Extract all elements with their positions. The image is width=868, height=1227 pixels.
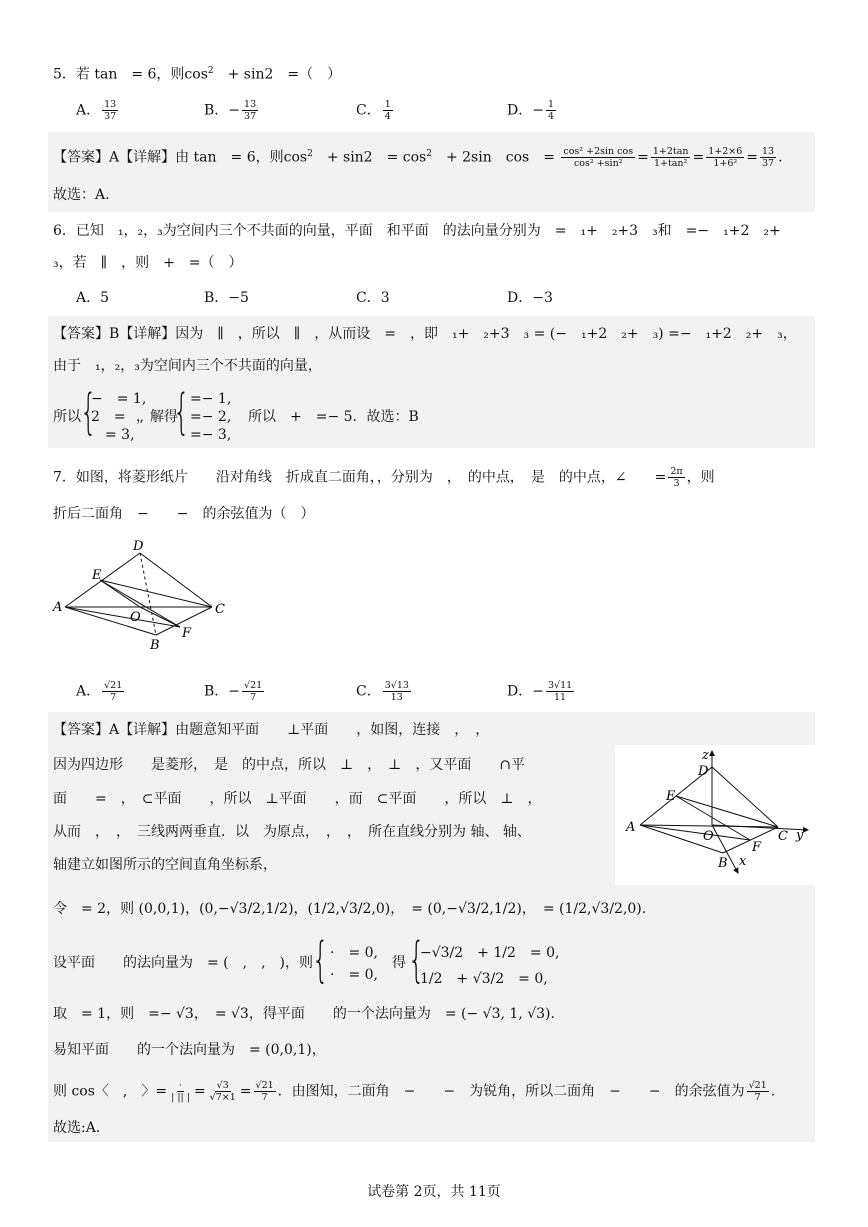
q6-answer-tail: 所以 + =− 5．故选：B	[248, 409, 419, 425]
fig1-label-d: D	[133, 539, 144, 554]
fig1-label-a: A	[53, 600, 63, 615]
fig2-label-o: O	[703, 829, 714, 844]
q5-stem: 5．若 tan = 6，则$\cos^2$ + sin2 =（ ）	[53, 66, 342, 83]
fig2-label-d: D	[698, 764, 709, 779]
q7-answer-line3: 面 = ， ⊂平面 ，所以 ⊥平面 ，而 ⊂平面 ，所以 ⊥ ，	[53, 791, 542, 807]
q6-system-left-3: = 3,	[91, 427, 135, 443]
q6-option-d: D．−3	[507, 290, 553, 306]
q7-figure-coordinates	[618, 745, 813, 880]
q5-conclusion: 故选：A.	[53, 187, 110, 203]
q7-stem-line1: 7．如图，将菱形纸片 沿对角线 折成直二面角，，分别为 ， 的中点， 是 的中点，∠ = $\frac{2\pi}{3}$ ，则	[53, 466, 715, 489]
q5-option-c: C． $\frac{1}{4}$	[356, 99, 391, 122]
q7-answer-line8: 取 = 1，则 =− √3， = √3，得平面 的一个法向量为 = (− √3, 1, √3)．	[53, 1006, 565, 1022]
q6-brace-right: {	[173, 384, 190, 440]
fig2-label-b: B	[718, 856, 728, 871]
q6-stem-line1: 6．已知 ₁，₂，₃为空间内三个不共面的向量，平面 和平面 的法向量分别为 = ₁+ ₂+3 ₃和 =− ₁+2 ₂+	[53, 223, 781, 239]
q7-brace-2: {	[408, 932, 425, 988]
q5-answer-box	[48, 132, 815, 212]
q6-answer-lead: 所以	[53, 409, 81, 425]
q6-stem-line2: ₃，若 ∥ ，则 + =（ ）	[53, 255, 243, 271]
q6-answer-mid: ，解得	[136, 409, 178, 425]
q7-brace-1: {	[312, 932, 329, 988]
fig1-label-f: F	[182, 626, 192, 641]
fig1-label-b: B	[150, 638, 160, 653]
q5-option-a: A． $\frac{13}{37}$	[76, 99, 117, 122]
fig2-label-f: F	[752, 840, 762, 855]
q7-answer-line6: 令 = 2，则 (0,0,1)，(0,−√3/2,1/2)，(1/2,√3/2,0)， = (0,−√3/2,1/2)， = (1/2,√3/2,0)．	[53, 901, 656, 917]
q6-system-right-3: =− 3,	[190, 427, 232, 443]
q6-system-right-1: =− 1,	[190, 391, 232, 407]
q5-option-b: B．− $\frac{13}{37}$	[204, 99, 257, 122]
q7-stem-line2: 折后二面角 − − 的余弦值为（ ）	[53, 506, 315, 522]
fig1-label-c: C	[215, 602, 225, 617]
q7-answer-line4: 从而 ， ， 三线两两垂直．以 为原点， ， ， 所在直线分别为 轴、 轴、	[53, 824, 531, 840]
fig2-label-z: z	[702, 748, 709, 763]
q7-option-d: D．− $\frac{3√11}{11}$	[507, 680, 573, 703]
fig2-label-x: x	[739, 854, 747, 869]
q6-brace-left: {	[80, 384, 97, 440]
q6-system-right-2: =− 2,	[190, 409, 232, 425]
q6-system-left-1: − = 1,	[91, 391, 147, 407]
fig2-label-a: A	[626, 820, 636, 835]
q7-answer-line9: 易知平面 的一个法向量为 = (0,0,1)，	[53, 1042, 326, 1058]
q7-system2-1: −√3/2 + 1/2 = 0,	[420, 945, 560, 961]
q6-answer-line2: 由于 ₁，₂，₃为空间内三个不共面的向量，	[53, 358, 322, 374]
q7-option-a: A． $\frac{√21}{7}$	[76, 680, 123, 703]
q7-system1-2: · = 0,	[330, 967, 378, 983]
q7-system2-2: 1/2 + √3/2 = 0,	[420, 971, 548, 987]
q6-system-left-2: 2 = ,	[91, 409, 145, 425]
q6-option-a: A．5	[76, 290, 110, 306]
fig1-label-e: E	[92, 568, 102, 583]
fig2-label-e: E	[666, 789, 676, 804]
page-footer: 试卷第 2页，共 11页	[367, 1184, 501, 1200]
q6-option-b: B．−5	[204, 290, 249, 306]
fig2-label-y: y	[796, 828, 804, 843]
q7-answer-line1: 【答案】A【详解】由题意知平面 ⊥平面 ，如图，连接 ， ，	[53, 722, 490, 738]
q5-answer-line: 【答案】A【详解】由 tan = 6，则$\cos^2$ + sin2 = $\cos^2$ + 2sin cos = $\frac{\text{cos² +2sin cos}}{\text{cos² +sin²}}$ = $\frac{1+2\tan}{\text{1+tan²}}$ = $\frac{1+2\times 6}{\text{1+6²}}$ = $\frac{13}{37}$ .	[53, 146, 783, 170]
q7-option-c: C． $\frac{3√13}{13}$	[356, 680, 409, 703]
q7-option-b: B．− $\frac{√21}{7}$	[204, 680, 263, 703]
fig1-label-o: O	[130, 610, 141, 625]
q7-system1-1: · = 0,	[330, 945, 378, 961]
q5-option-d: D．− $\frac{1}{4}$	[507, 99, 555, 122]
q7-answer-line7-lead: 设平面 的法向量为 = ( , , )，则	[53, 955, 314, 971]
q7-figure-rhombus	[50, 535, 235, 655]
q6-option-c: C．3	[356, 290, 390, 306]
q7-answer-line10: 则 cos〈 , 〉= $\frac{\cdot}{| || |}$ = $\frac{√3}{√7\times 1}$ = $\frac{√21}{7}$ ．由图知，二面角 − − 为锐角，所以二面角 − − 的余弦值为 $\frac{√21}{7}$ .	[53, 1080, 776, 1103]
q7-answer-line7-mid: 得	[392, 955, 406, 971]
q7-answer-line2: 因为四边形 是菱形， 是 的中点，所以 ⊥ ， ⊥ ，又平面 ∩平	[53, 757, 526, 773]
fig2-label-c: C	[778, 829, 788, 844]
q6-answer-line1: 【答案】B【详解】因为 ∥ ，所以 ∥ ，从而设 = ，即 ₁+ ₂+3 ₃ = (− ₁+2 ₂+ ₃) =− ₁+2 ₂+ ₃，	[53, 326, 797, 342]
q7-conclusion: 故选:A．	[53, 1120, 110, 1136]
q7-answer-line5: 轴建立如图所示的空间直角坐标系，	[53, 857, 277, 873]
